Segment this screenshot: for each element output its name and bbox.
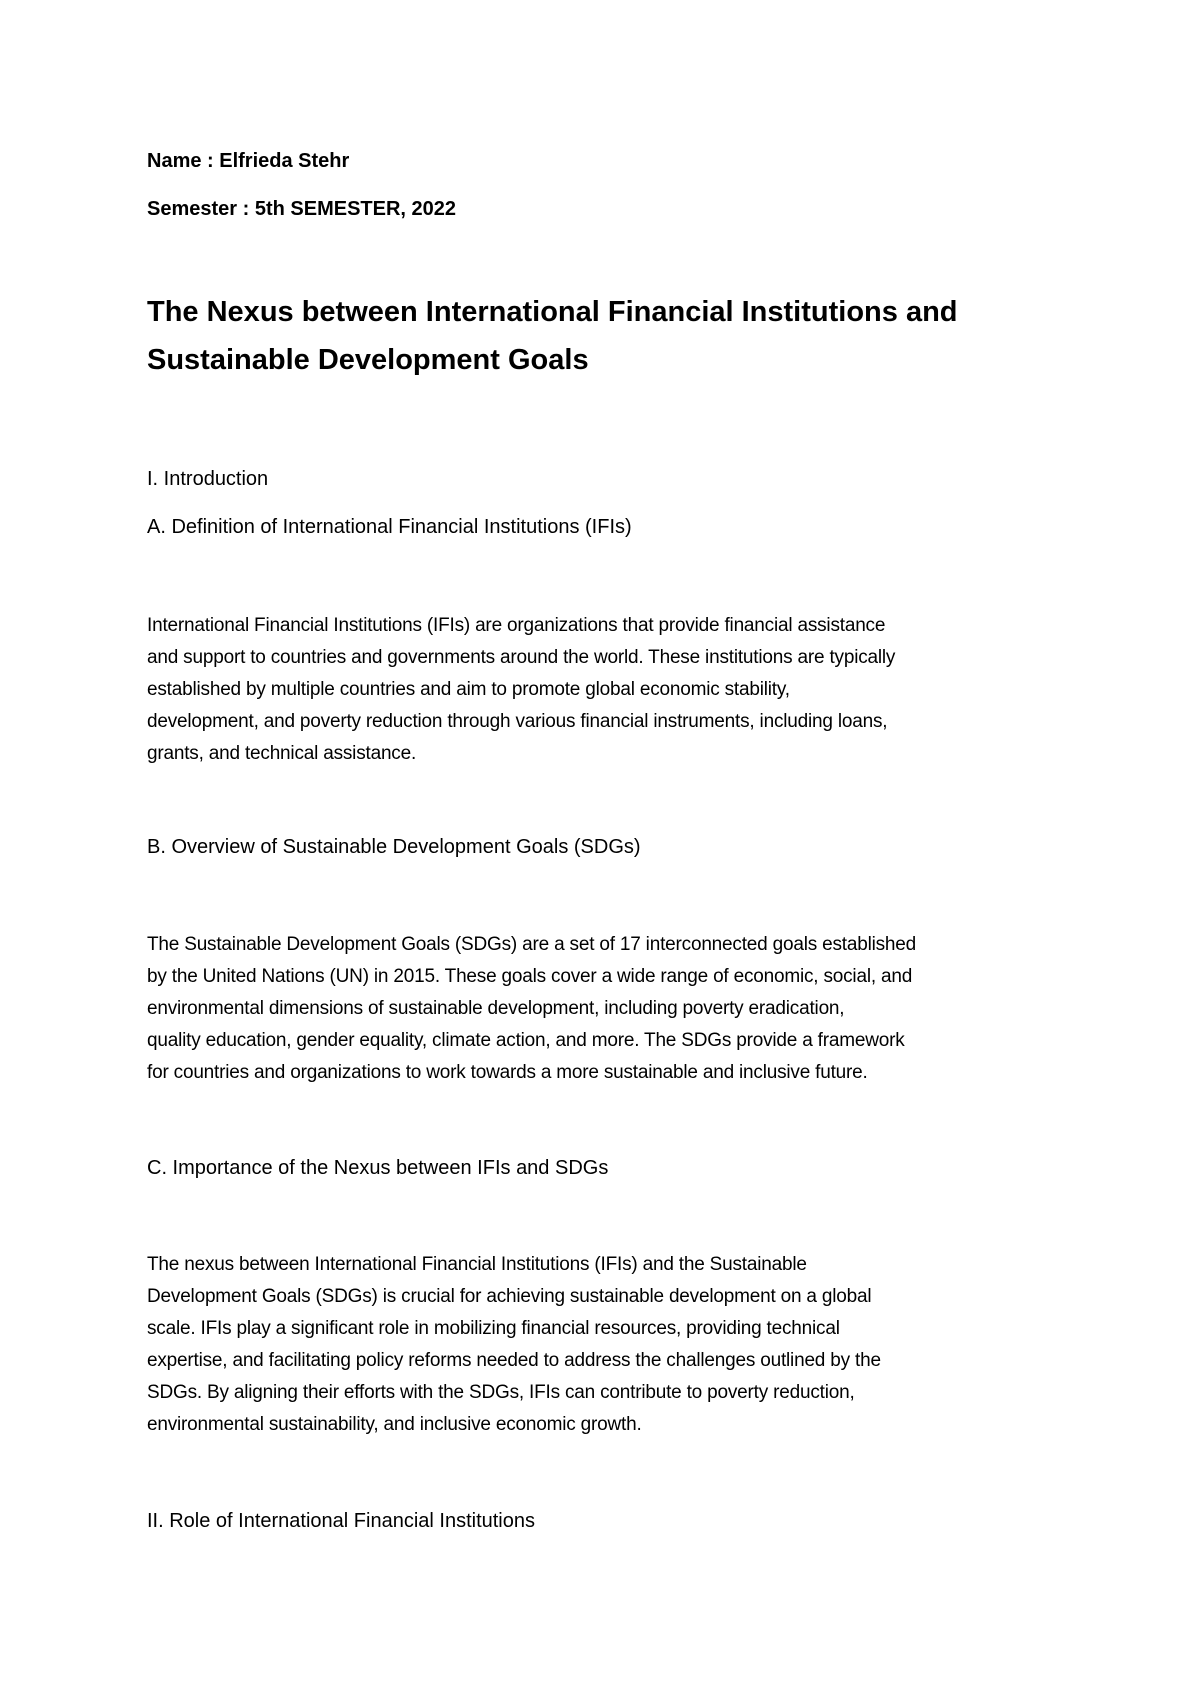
paragraph-line: established by multiple countries and aim to promote global economic stability,	[147, 679, 790, 700]
paragraph-line: for countries and organizations to work towards a more sustainable and inclusive future.	[147, 1062, 868, 1083]
subsection-heading-a: A. Definition of International Financial Institutions (IFIs)	[147, 516, 632, 538]
paragraph-line: The nexus between International Financial Institutions (IFIs) and the Sustainable	[147, 1254, 807, 1275]
paragraph-line: grants, and technical assistance.	[147, 743, 417, 764]
paragraph-sdg-overview	[147, 929, 1077, 1089]
subsection-heading-c: C. Importance of the Nexus between IFIs and SDGs	[147, 1157, 609, 1179]
paragraph-line: SDGs. By aligning their efforts with the SDGs, IFIs can contribute to poverty reduction,	[147, 1382, 855, 1403]
section-heading-role-of-ifis: II. Role of International Financial Institutions	[147, 1510, 535, 1532]
paragraph-line: environmental sustainability, and inclusive economic growth.	[147, 1414, 642, 1435]
paragraph-line: quality education, gender equality, climate action, and more. The SDGs provide a framework	[147, 1030, 905, 1051]
paragraph-line: Development Goals (SDGs) is crucial for achieving sustainable development on a global	[147, 1286, 872, 1307]
paragraph-line: expertise, and facilitating policy reforms needed to address the challenges outlined by the	[147, 1350, 881, 1371]
document-title	[147, 288, 1077, 384]
paragraph-ifi-definition	[147, 610, 1077, 770]
title-line: Sustainable Development Goals	[147, 344, 589, 376]
paragraph-line: The Sustainable Development Goals (SDGs) are a set of 17 interconnected goals established	[147, 934, 917, 955]
subsection-heading-b: B. Overview of Sustainable Development Goals (SDGs)	[147, 836, 641, 858]
author-name: Name : Elfrieda Stehr	[147, 150, 350, 172]
paragraph-line: environmental dimensions of sustainable development, including poverty eradication,	[147, 998, 845, 1019]
paragraph-nexus-importance	[147, 1249, 1077, 1441]
paragraph-line: and support to countries and governments around the world. These institutions are typically	[147, 647, 896, 668]
paragraph-line: International Financial Institutions (IFIs) are organizations that provide financial assistance	[147, 615, 886, 636]
section-heading-introduction: I. Introduction	[147, 468, 269, 490]
paragraph-line: by the United Nations (UN) in 2015. These goals cover a wide range of economic, social, and	[147, 966, 913, 987]
semester-info: Semester : 5th SEMESTER, 2022	[147, 198, 457, 220]
paragraph-line: development, and poverty reduction through various financial instruments, including loans,	[147, 711, 888, 732]
paragraph-line: scale. IFIs play a significant role in mobilizing financial resources, providing technical	[147, 1318, 840, 1339]
title-line: The Nexus between International Financial Institutions and	[147, 296, 958, 328]
